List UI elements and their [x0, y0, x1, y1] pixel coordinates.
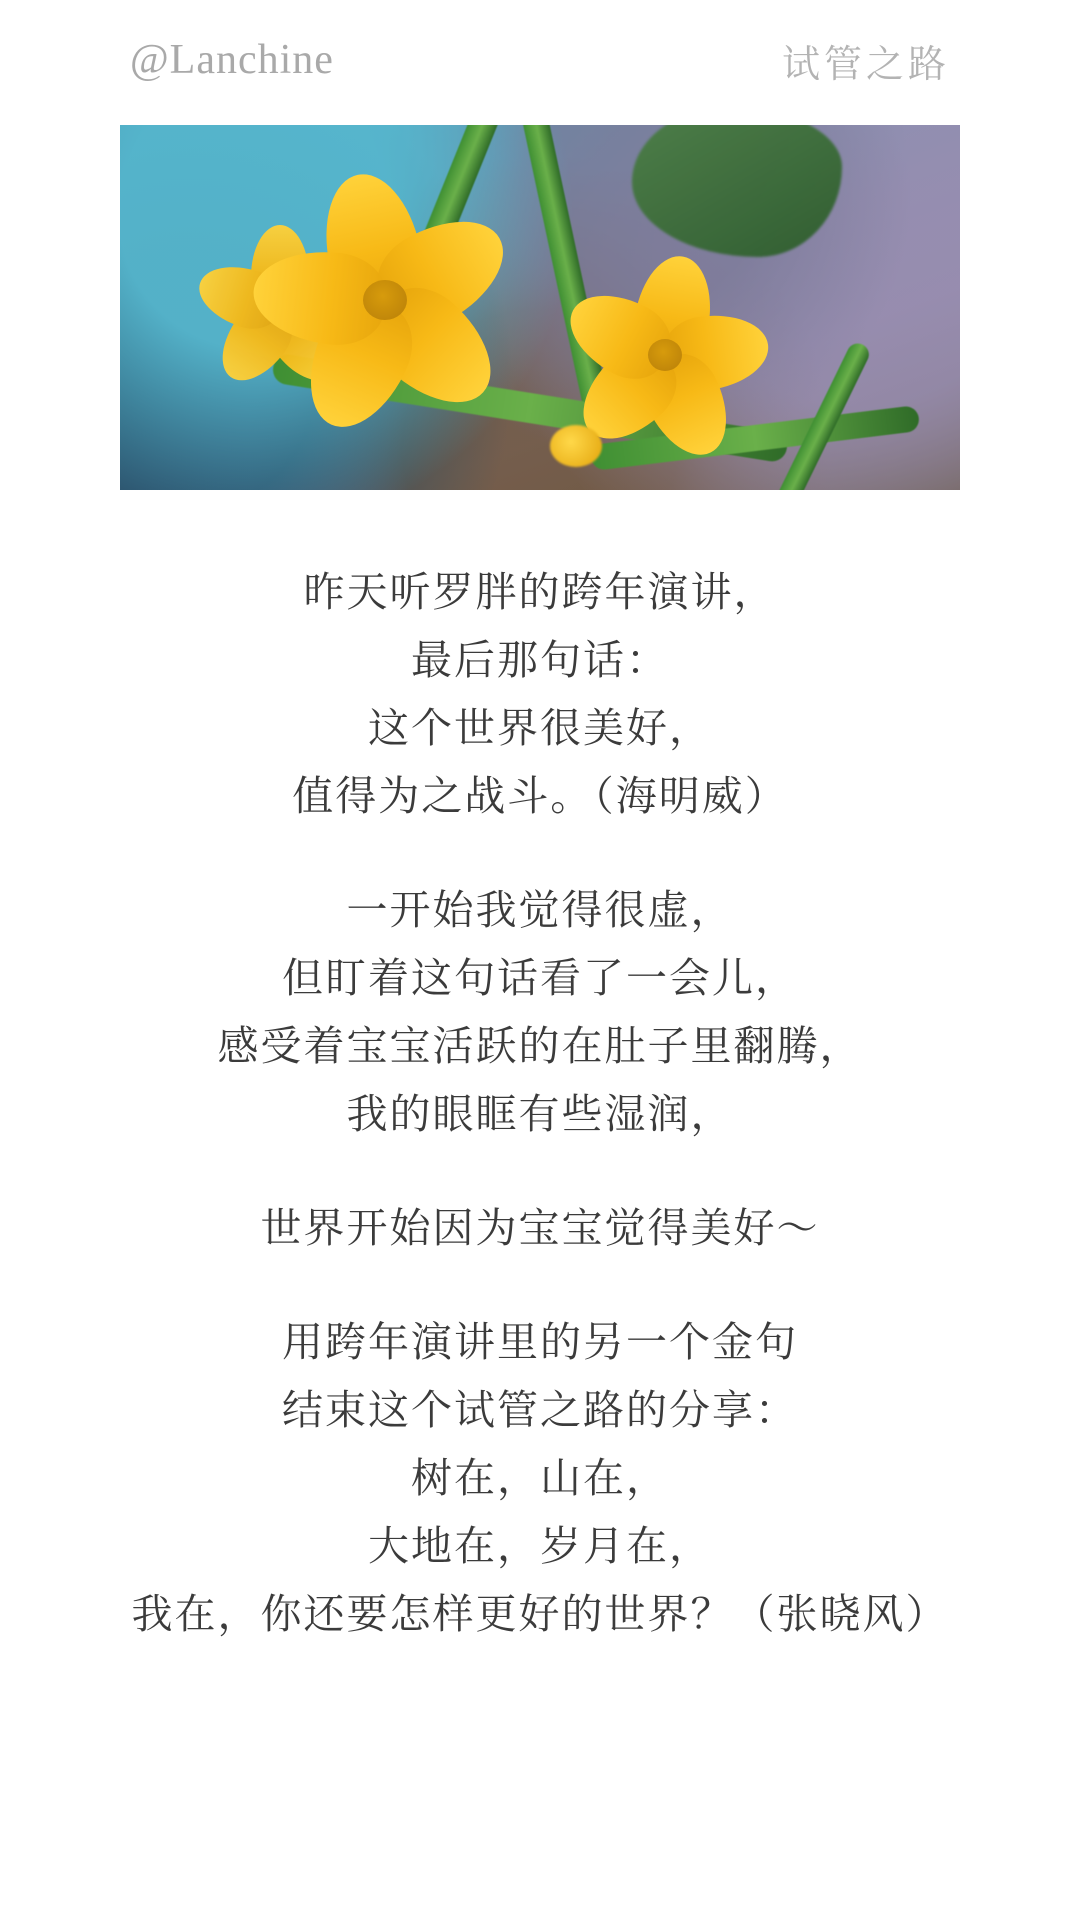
text-line: 我在，你还要怎样更好的世界？（张晓风） [131, 1591, 949, 1637]
paragraph [0, 558, 1080, 830]
post-body [0, 558, 1080, 1648]
text-line: 感受着宝宝活跃的在肚子里翻腾， [217, 1023, 863, 1069]
author-handle: @Lanchine [130, 37, 334, 83]
leaf-shape [632, 125, 842, 257]
stem-shape [516, 125, 610, 414]
text-line: 结束这个试管之路的分享： [282, 1387, 798, 1433]
series-title: 试管之路 [781, 43, 950, 86]
paragraph [0, 1308, 1080, 1648]
flower-bud-shape [550, 425, 602, 467]
text-line: 昨天听罗胖的跨年演讲， [303, 569, 777, 615]
text-line: 一开始我觉得很虚， [346, 887, 734, 933]
text-line: 树在，山在， [411, 1455, 669, 1501]
text-line: 大地在，岁月在， [368, 1523, 712, 1569]
text-line: 我的眼眶有些湿润， [346, 1091, 734, 1137]
paragraph [0, 876, 1080, 1148]
text-line: 这个世界很美好， [368, 705, 712, 751]
hero-image [120, 125, 960, 490]
paragraph [0, 1194, 1080, 1262]
text-line: 世界开始因为宝宝觉得美好～ [260, 1205, 820, 1251]
photo-background [120, 125, 960, 490]
post-header [0, 0, 1080, 120]
text-line: 用跨年演讲里的另一个金句 [282, 1319, 798, 1365]
text-line: 但盯着这句话看了一会儿， [282, 955, 798, 1001]
text-line: 值得为之战斗。（海明威） [292, 773, 788, 819]
text-line: 最后那句话： [411, 637, 669, 683]
